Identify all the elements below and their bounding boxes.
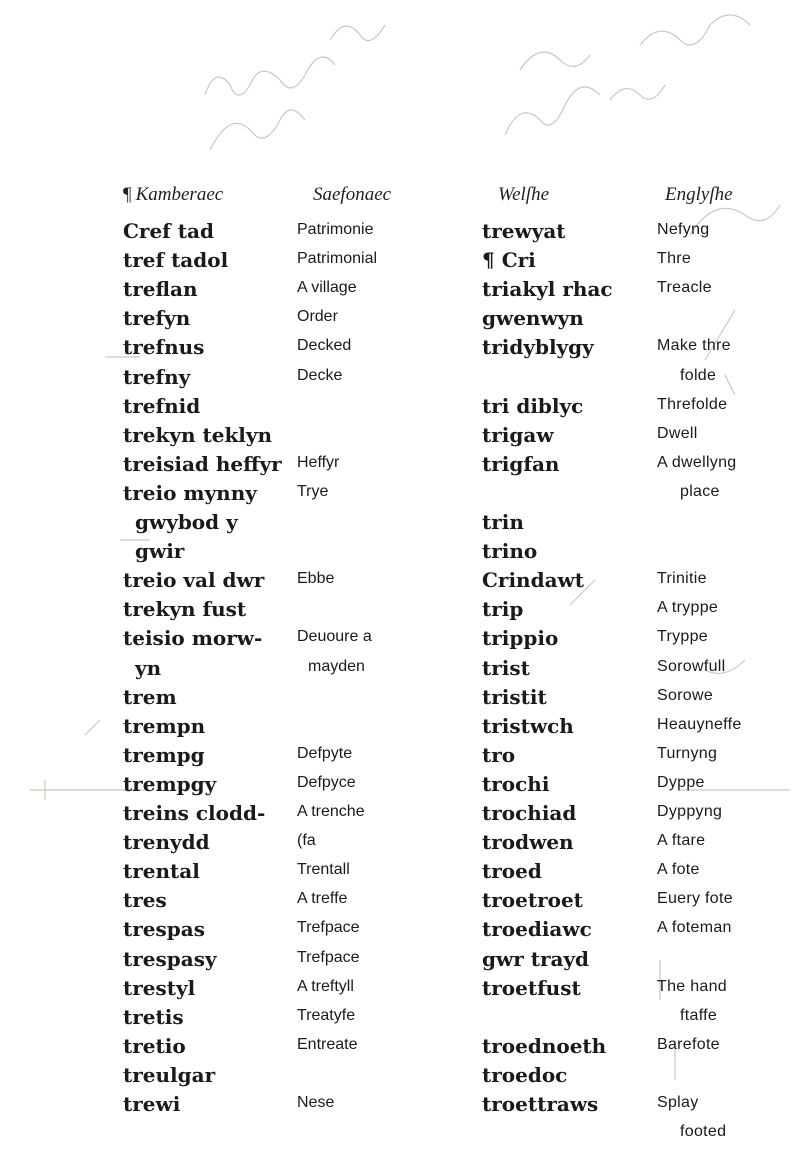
englyshe-word: A foteman xyxy=(657,919,732,937)
list-item xyxy=(0,947,800,977)
saefonaec-word: Defpyte xyxy=(297,744,353,762)
welshe-word: troettraws xyxy=(482,1092,599,1116)
list-item xyxy=(0,394,800,424)
welshe-word: trewyat xyxy=(482,219,566,243)
welshe-word: troetfust xyxy=(482,975,581,1000)
englyshe-word: Tryppe xyxy=(657,628,709,646)
englyshe-word: Trinitie xyxy=(657,570,707,588)
header-col-englyshe: Englyſhe xyxy=(665,184,733,205)
list-item xyxy=(0,481,800,511)
welshe-word: troediawc xyxy=(482,917,592,942)
englyshe-word: ftaffe xyxy=(680,1006,718,1024)
welshe-word: gwr trayd xyxy=(482,946,590,971)
saefonaec-word: Trye xyxy=(297,482,329,500)
englyshe-word: Treacle xyxy=(657,279,712,297)
header-col1-label: Kamberaec xyxy=(135,184,224,205)
kambraec-word: tref tadol xyxy=(123,248,229,273)
saefonaec-word: Order xyxy=(297,308,338,326)
kambraec-word: trespasy xyxy=(123,946,217,971)
englyshe-word: folde xyxy=(680,366,717,384)
list-item xyxy=(0,656,800,686)
englyshe-word: Dyppyng xyxy=(657,803,723,820)
list-item xyxy=(0,917,800,947)
welshe-word: troedoc xyxy=(482,1062,568,1087)
englyshe-word: The hand xyxy=(657,977,728,995)
kambraec-word: trekyn fust xyxy=(123,597,247,622)
saefonaec-word: A trenche xyxy=(297,803,365,820)
welshe-word: troed xyxy=(482,859,542,884)
kambraec-word: trefny xyxy=(123,364,191,389)
welshe-word: trodwen xyxy=(482,830,574,855)
saefonaec-word: Treatyfe xyxy=(297,1006,356,1024)
kambraec-word: trekyn teklyn xyxy=(123,422,273,447)
englyshe-word: Euery fote xyxy=(657,890,733,908)
kambraec-word: treins clodd- xyxy=(123,801,266,825)
kambraec-word: trempg xyxy=(123,742,205,767)
welshe-word: trochi xyxy=(482,771,550,796)
welshe-word: triakyl rhac xyxy=(482,277,613,302)
saefonaec-word: Ebbe xyxy=(297,570,335,588)
list-item xyxy=(0,685,800,715)
kambraec-word: gwir xyxy=(135,539,185,564)
saefonaec-word: Defpyce xyxy=(297,773,356,791)
list-item xyxy=(0,714,800,744)
englyshe-word: place xyxy=(680,482,720,500)
list-item xyxy=(0,335,800,365)
list-item xyxy=(0,1121,800,1151)
kambraec-word: treio mynny xyxy=(123,480,257,505)
englyshe-word: A dwellyng xyxy=(657,453,737,471)
welshe-word: troednoeth xyxy=(482,1033,607,1058)
welshe-word: gwenwyn xyxy=(482,306,584,331)
welshe-word: trochiad xyxy=(482,801,577,825)
saefonaec-word: Entreate xyxy=(297,1035,358,1053)
list-item xyxy=(0,830,800,860)
welshe-word: tristit xyxy=(482,684,547,709)
list-item xyxy=(0,859,800,889)
saefonaec-word: mayden xyxy=(308,657,365,675)
englyshe-word: Dyppe xyxy=(657,773,705,791)
saefonaec-word: Trefpace xyxy=(297,948,360,966)
kambraec-word: trental xyxy=(123,859,200,884)
kambraec-word: treulgar xyxy=(123,1062,216,1087)
saefonaec-word: Trefpace xyxy=(297,919,360,937)
list-item xyxy=(0,452,800,482)
list-item xyxy=(0,539,800,569)
saefonaec-word: Patrimonie xyxy=(297,221,374,238)
kambraec-word: tretio xyxy=(123,1033,186,1058)
list-item xyxy=(0,597,800,627)
saefonaec-word: Heffyr xyxy=(297,453,340,471)
kambraec-word: trefnid xyxy=(123,393,201,418)
list-item xyxy=(0,568,800,598)
list-item xyxy=(0,1092,800,1122)
list-item xyxy=(0,423,800,453)
kambraec-word: treio val dwr xyxy=(123,568,265,593)
header-col-saefonaec: Saefonaec xyxy=(313,184,392,205)
saefonaec-word: Patrimonial xyxy=(297,250,378,268)
englyshe-word: Splay xyxy=(657,1094,699,1111)
list-item xyxy=(0,219,800,249)
kambraec-word: trespas xyxy=(123,917,205,942)
saefonaec-word: A treftyll xyxy=(297,977,354,995)
welshe-word: tro xyxy=(482,742,516,767)
kambraec-word: trestyl xyxy=(123,975,196,1000)
welshe-word: troetroet xyxy=(482,888,583,913)
saefonaec-word: Deuoure a xyxy=(297,628,372,646)
kambraec-word: trewi xyxy=(123,1092,181,1116)
welshe-word: tridyblygy xyxy=(482,335,594,360)
kambraec-word: trempgy xyxy=(123,771,217,796)
welshe-word: tristwch xyxy=(482,713,574,738)
welshe-word: trigaw xyxy=(482,422,554,447)
header-col-welshe: Welſhe xyxy=(498,184,550,205)
header-col-kambraec xyxy=(123,184,223,206)
englyshe-word: A fote xyxy=(657,861,700,879)
welshe-word: trigfan xyxy=(482,451,560,476)
list-item xyxy=(0,248,800,278)
saefonaec-word: Nese xyxy=(297,1094,335,1111)
kambraec-word: treisiad heffyr xyxy=(123,451,282,476)
kambraec-word: treflan xyxy=(123,277,198,302)
englyshe-word: Heauyneffe xyxy=(657,715,742,733)
kambraec-word: trempn xyxy=(123,713,206,738)
saefonaec-word: A treffe xyxy=(297,890,348,908)
saefonaec-word: Decked xyxy=(297,337,352,355)
welshe-word: trino xyxy=(482,539,538,564)
kambraec-word: trenydd xyxy=(123,830,210,855)
list-item xyxy=(0,888,800,918)
englyshe-word: Sorowe xyxy=(657,686,714,704)
englyshe-word: Threfolde xyxy=(657,395,728,413)
englyshe-word: A ftare xyxy=(657,832,706,850)
englyshe-word: Sorowfull xyxy=(657,657,726,675)
list-item xyxy=(0,772,800,802)
list-item xyxy=(0,510,800,540)
englyshe-word: A tryppe xyxy=(657,599,719,617)
list-item xyxy=(0,976,800,1006)
list-item xyxy=(0,1034,800,1064)
kambraec-word: tretis xyxy=(123,1004,184,1029)
kambraec-word: trefnus xyxy=(123,335,205,360)
list-item xyxy=(0,801,800,831)
englyshe-word: Turnyng xyxy=(657,744,718,762)
englyshe-word: Nefyng xyxy=(657,221,710,238)
welshe-word: trist xyxy=(482,655,530,680)
kambraec-word: trem xyxy=(123,684,177,709)
list-item xyxy=(0,365,800,395)
englyshe-word: Barefote xyxy=(657,1035,720,1053)
kambraec-word: yn xyxy=(135,655,162,680)
saefonaec-word: (fa xyxy=(297,832,316,850)
welshe-word: ¶ Cri xyxy=(482,248,536,273)
saefonaec-word: A village xyxy=(297,279,357,297)
welshe-word: trip xyxy=(482,597,524,622)
englyshe-word: footed xyxy=(680,1123,727,1141)
kambraec-word: gwybod y xyxy=(135,510,238,534)
englyshe-word: Dwell xyxy=(657,424,698,442)
saefonaec-word: Trentall xyxy=(297,861,350,879)
englyshe-word: Thre xyxy=(657,250,692,268)
kambraec-word: teisio morw- xyxy=(123,626,263,651)
englyshe-word: Make thre xyxy=(657,337,731,355)
welshe-word: trippio xyxy=(482,626,559,651)
welshe-word: tri diblyc xyxy=(482,393,584,418)
list-item xyxy=(0,1063,800,1093)
kambraec-word: Cref tad xyxy=(123,219,214,243)
pilcrow-icon: ¶ xyxy=(123,184,132,205)
welshe-word: Crindawt xyxy=(482,568,584,593)
list-item xyxy=(0,743,800,773)
kambraec-word: trefyn xyxy=(123,306,191,331)
list-item xyxy=(0,1005,800,1035)
list-item xyxy=(0,626,800,656)
saefonaec-word: Decke xyxy=(297,366,343,384)
list-item xyxy=(0,306,800,336)
list-item xyxy=(0,277,800,307)
welshe-word: trin xyxy=(482,510,524,534)
kambraec-word: tres xyxy=(123,888,167,913)
